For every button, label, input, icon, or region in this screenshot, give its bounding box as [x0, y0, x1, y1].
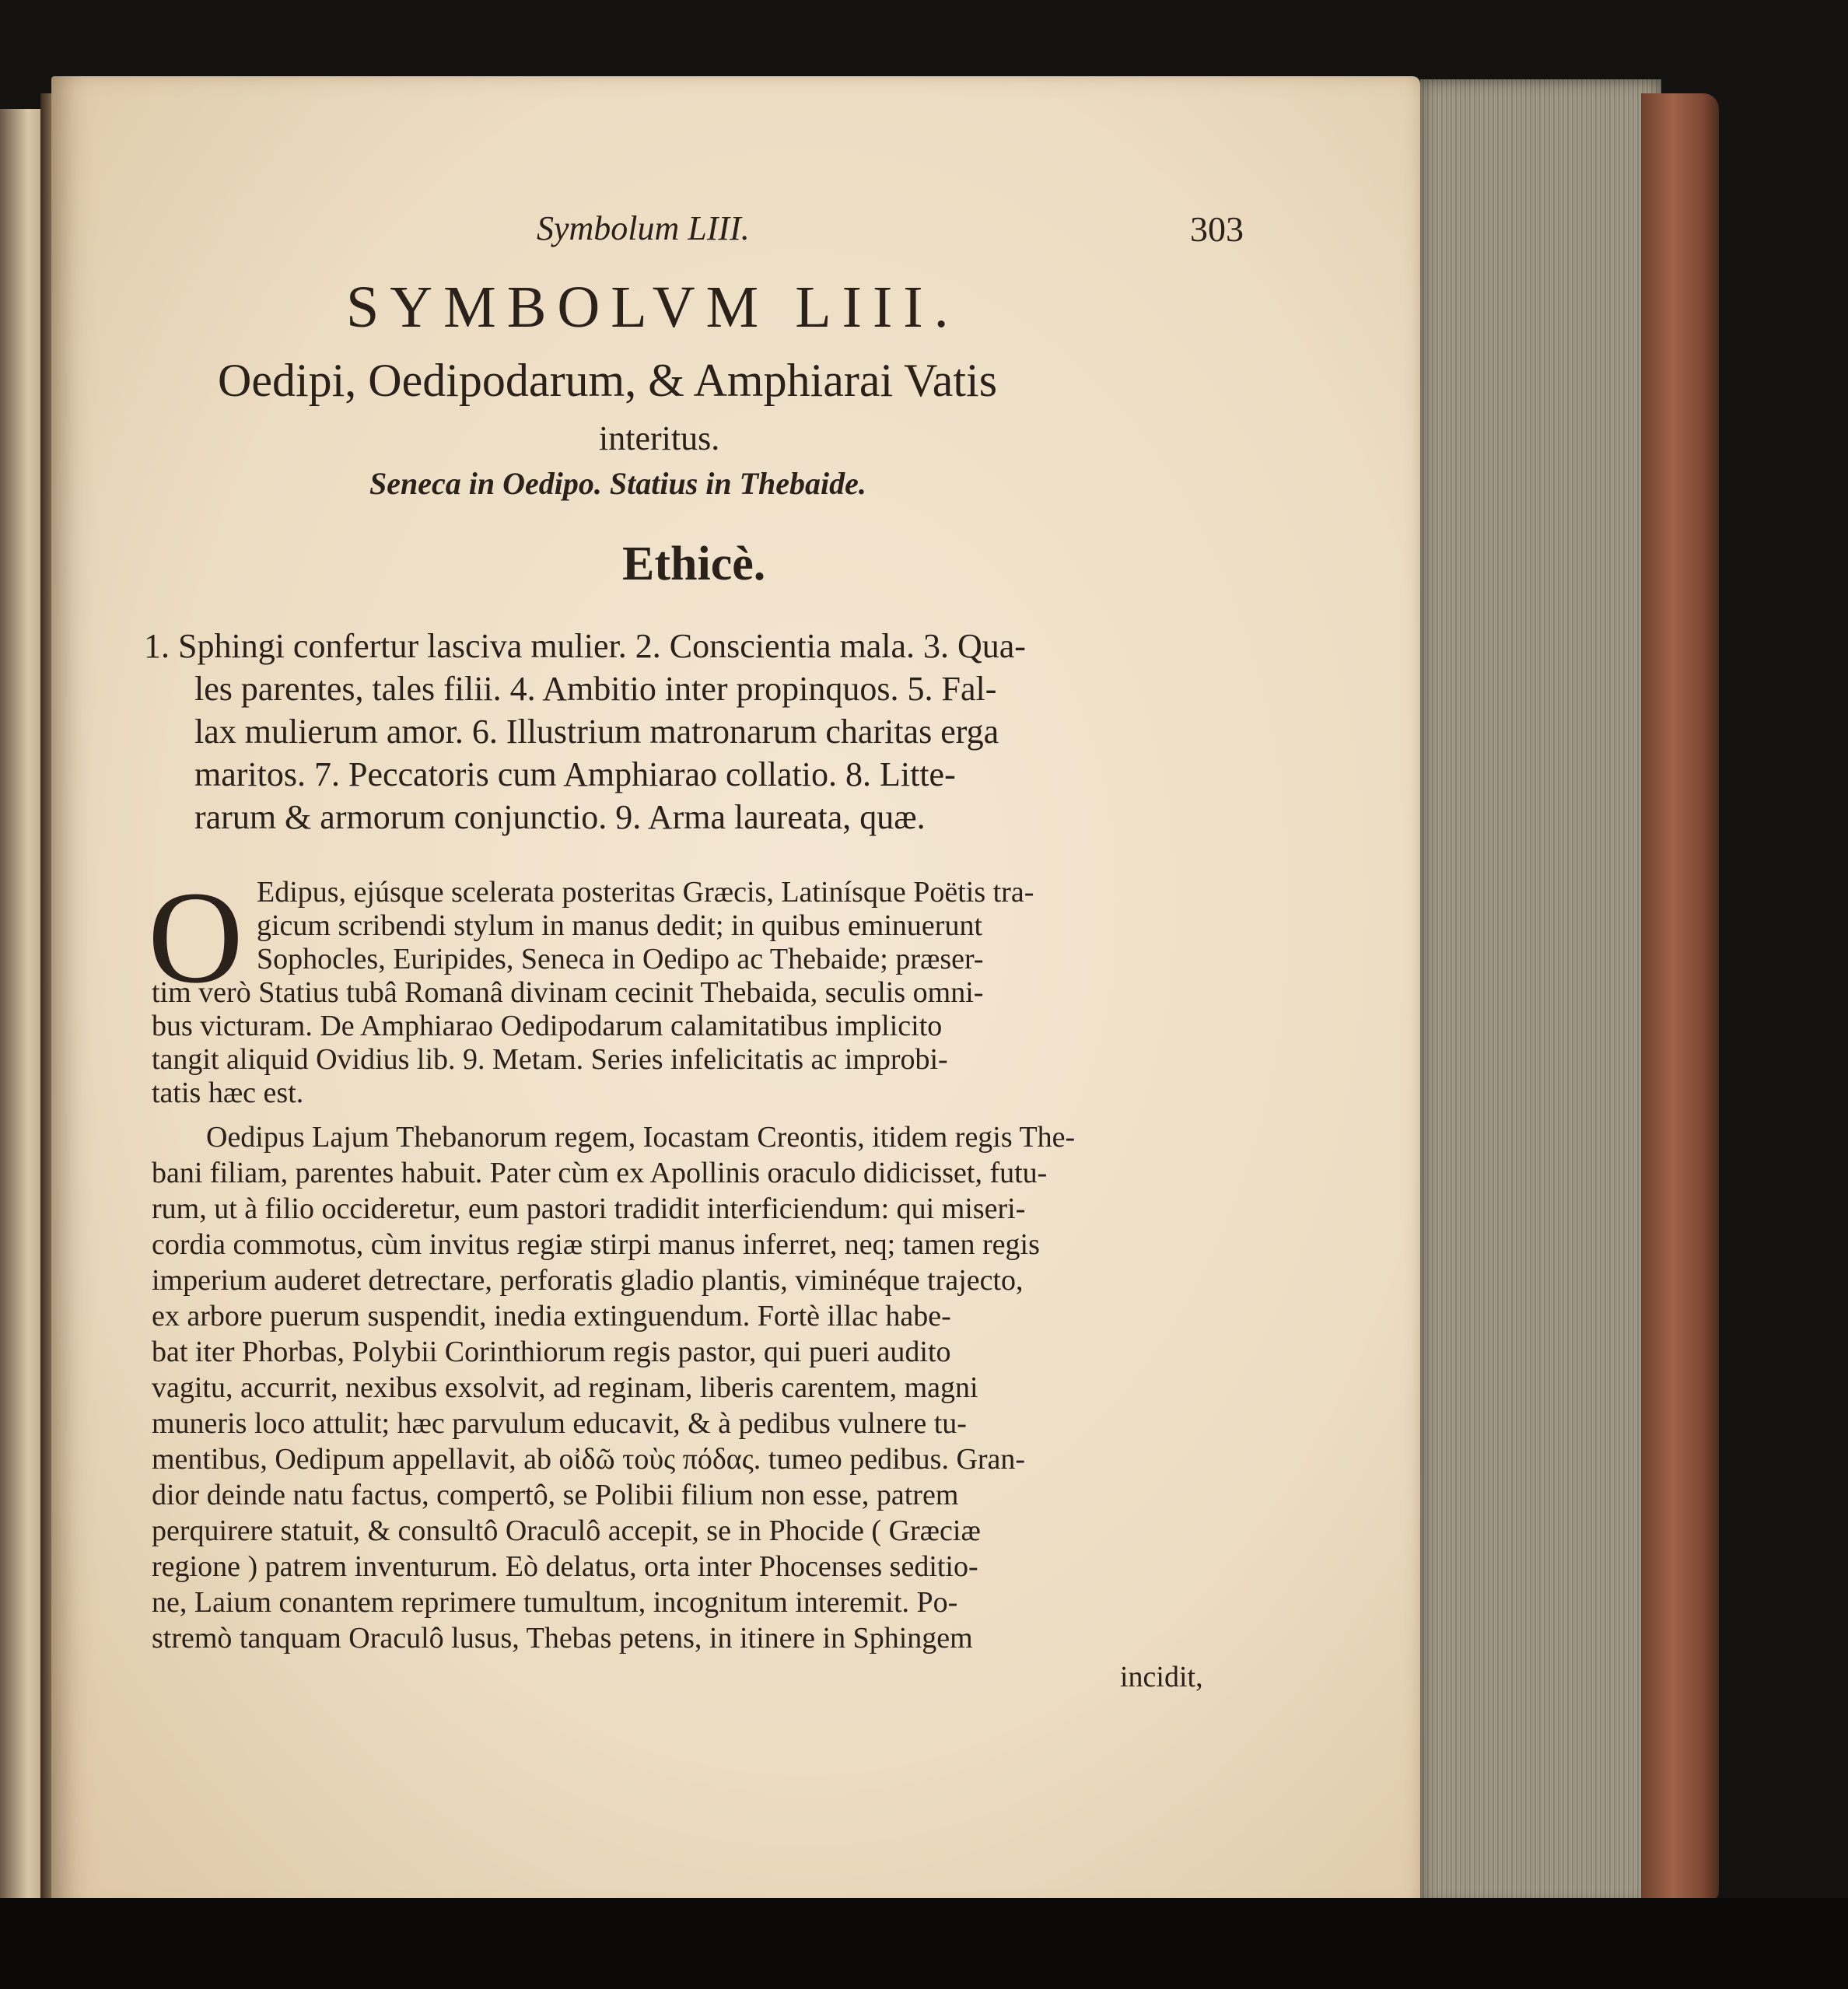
left-page-edge — [0, 109, 47, 1898]
page-subtitle: Oedipi, Oedipodarum, & Amphiarai Vatis — [218, 355, 998, 406]
drop-cap: O — [148, 864, 243, 1010]
page-title: SYMBOLVM LIII. — [346, 275, 960, 340]
book-cover — [1641, 93, 1719, 1906]
paragraph-line: vagitu, accurrit, nexibus exsolvit, ad reginam, liberis carentem, magni — [152, 1371, 978, 1404]
ethic-line: les parentes, tales filii. 4. Ambitio inter propinquos. 5. Fal- — [194, 670, 997, 708]
ethic-line: maritos. 7. Peccatoris cum Amphiarao collatio. 8. Litte- — [194, 755, 956, 793]
sources-line: Seneca in Oedipo. Statius in Thebaide. — [369, 466, 866, 501]
paragraph-line: imperium auderet detrectare, perforatis gladio plantis, viminéque trajecto, — [152, 1264, 1024, 1297]
paragraph-line: bani filiam, parentes habuit. Pater cùm ex Apollinis oraculo didicisset, futu- — [152, 1157, 1048, 1189]
paragraph-line: tim verò Statius tubâ Romanâ divinam cecinit Thebaida, seculis omni- — [152, 976, 984, 1009]
paragraph-line: Edipus, ejúsque scelerata posteritas Græcis, Latinísque Poëtis tra- — [257, 876, 1034, 909]
paragraph-line: ex arbore puerum suspendit, inedia extinguendum. Fortè illac habe- — [152, 1300, 951, 1332]
paragraph-line: rum, ut à filio occideretur, eum pastori tradidit interficiendum: qui miseri- — [152, 1192, 1026, 1225]
paragraph-line: ne, Laium conantem reprimere tumultum, incognitum interemit. Po- — [152, 1586, 958, 1619]
paragraph-line: Oedipus Lajum Thebanorum regem, Iocastam Creontis, itidem regis The- — [206, 1121, 1076, 1154]
ethic-line: rarum & armorum conjunctio. 9. Arma laureata, quæ. — [194, 798, 926, 836]
ethic-line: lax mulierum amor. 6. Illustrium matronarum charitas erga — [194, 713, 999, 751]
paragraph-line: tangit aliquid Ovidius lib. 9. Metam. Series infelicitatis ac improbi- — [152, 1043, 948, 1076]
ethic-line: 1. Sphingi confertur lasciva mulier. 2. Conscientia mala. 3. Qua- — [144, 627, 1026, 665]
paragraph-line: tatis hæc est. — [152, 1077, 304, 1109]
paragraph-line: muneris loco attulit; hæc parvulum educavit, & à pedibus vulnere tu- — [152, 1407, 967, 1440]
section-heading: Ethicè. — [622, 538, 766, 590]
catchword: incidit, — [1120, 1661, 1203, 1693]
page-number: 303 — [1190, 209, 1244, 249]
paragraph-line: cordia commotus, cùm invitus regiæ stirpi manus inferret, neq; tamen regis — [152, 1228, 1040, 1261]
paragraph-line: stremò tanquam Oraculô lusus, Thebas petens, in itinere in Sphingem — [152, 1622, 973, 1655]
page-edges — [1420, 79, 1661, 1907]
page-subtitle-line2: interitus. — [599, 419, 720, 457]
paragraph-line: dior deinde natu factus, compertô, se Polibii filium non esse, patrem — [152, 1479, 959, 1511]
paragraph-line: gicum scribendi stylum in manus dedit; in quibus eminuerunt — [257, 909, 983, 942]
paragraph-line: regione ) patrem inventurum. Eò delatus, orta inter Phocenses seditio- — [152, 1550, 978, 1583]
paragraph-line: perquirere statuit, & consultô Oraculô accepit, se in Phocide ( Græciæ — [152, 1515, 981, 1547]
running-head: Symbolum LIII. — [537, 209, 750, 247]
background-shadow — [0, 1898, 1848, 1989]
paragraph-line: Sophocles, Euripides, Seneca in Oedipo ac Thebaide; præser- — [257, 943, 984, 975]
paragraph-line: bus victuram. De Amphiarao Oedipodarum calamitatibus implicito — [152, 1010, 943, 1042]
paragraph-line: mentibus, Oedipum appellavit, ab οἰδῶ τοὺς πόδας. tumeo pedibus. Gran- — [152, 1443, 1026, 1476]
paragraph-line: bat iter Phorbas, Polybii Corinthiorum regis pastor, qui pueri audito — [152, 1336, 951, 1368]
